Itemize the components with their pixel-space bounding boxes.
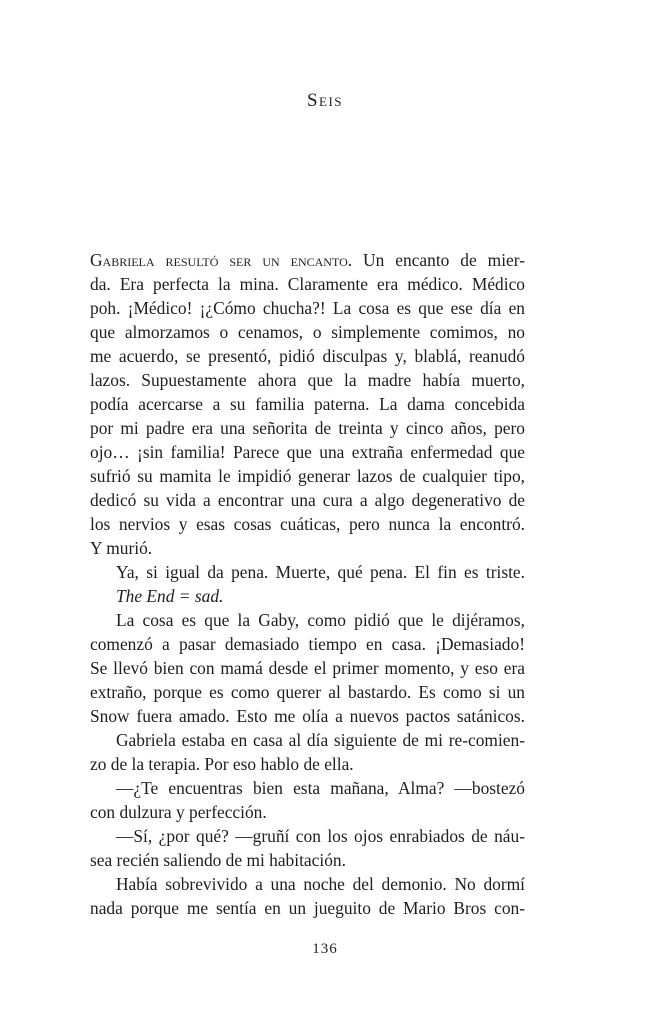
text-line-9: ojo… ¡sin familia! Parece que una extraña enfermedad que [90,442,525,462]
text-line-28: nada porque me sentía en un jueguito de Mario Bros con- [90,898,525,918]
text-line-17: comenzó a pasar demasiado tiempo en casa. ¡Demasiado! [90,634,525,654]
text-line-24: con dulzura y perfección. [90,802,267,822]
text-line-14: Ya, si igual da pena. Muerte, qué pena. El fin es triste. [116,562,525,582]
text-line-6: lazos. Supuestamente ahora que la madre había muerto, [90,370,525,390]
text-line-11: dedicó su vida a encontrar una cura a algo degenerativo de [90,490,525,510]
text-line-3: poh. ¡Médico! ¡¿Cómo chucha?! La cosa es que ese día en [90,298,525,318]
text-line-22: zo de la terapia. Por eso hablo de ella. [90,754,354,774]
text-line-23: —¿Te encuentras bien esta mañana, Alma? —bostezó [116,778,525,798]
text-line-1-rest: Un encanto de mier- [352,250,525,270]
text-line-21: Gabriela estaba en casa al día siguiente de mi re-comien- [116,730,525,750]
text-line-15-italic: The End = sad. [116,586,224,606]
text-line-19: extraño, porque es como querer al bastardo. Es como si un [90,682,525,702]
text-line-10: sufrió su mamita le impidió generar lazos de cualquier tipo, [90,466,525,486]
chapter-title: Seis [306,90,344,111]
text-line-26: sea recién saliendo de mi habitación. [90,850,346,870]
lead-in-small-caps: Gabriela resultó ser un encanto. [90,250,353,270]
text-line-12: los nervios y esas cosas cuáticas, pero nunca la encontró. [90,514,525,534]
text-line-27: Había sobrevivido a una noche del demonio. No dormí [116,874,525,894]
text-line-7: podía acercarse a su familia paterna. La dama concebida [90,394,525,414]
text-line-25: —Sí, ¿por qué? —gruñí con los ojos enrabiados de náu- [116,826,525,846]
text-line-5: me acuerdo, se presentó, pidió disculpas y, blablá, reanudó [90,346,525,366]
text-line-18: Se llevó bien con mamá desde el primer momento, y eso era [90,658,525,678]
text-line-1 [90,248,525,272]
text-line-8: por mi padre era una señorita de treinta y cinco años, pero [90,418,525,438]
page-number: 136 [312,941,338,957]
text-line-20: Snow fuera amado. Esto me olía a nuevos pactos satánicos. [90,706,525,726]
text-line-2: da. Era perfecta la mina. Claramente era médico. Médico [90,274,525,294]
text-line-16: La cosa es que la Gaby, como pidió que le dijéramos, [116,610,525,630]
text-line-4: que almorzamos o cenamos, o simplemente comimos, no [90,322,525,342]
text-line-13: Y murió. [90,538,153,558]
body-text [90,248,525,920]
